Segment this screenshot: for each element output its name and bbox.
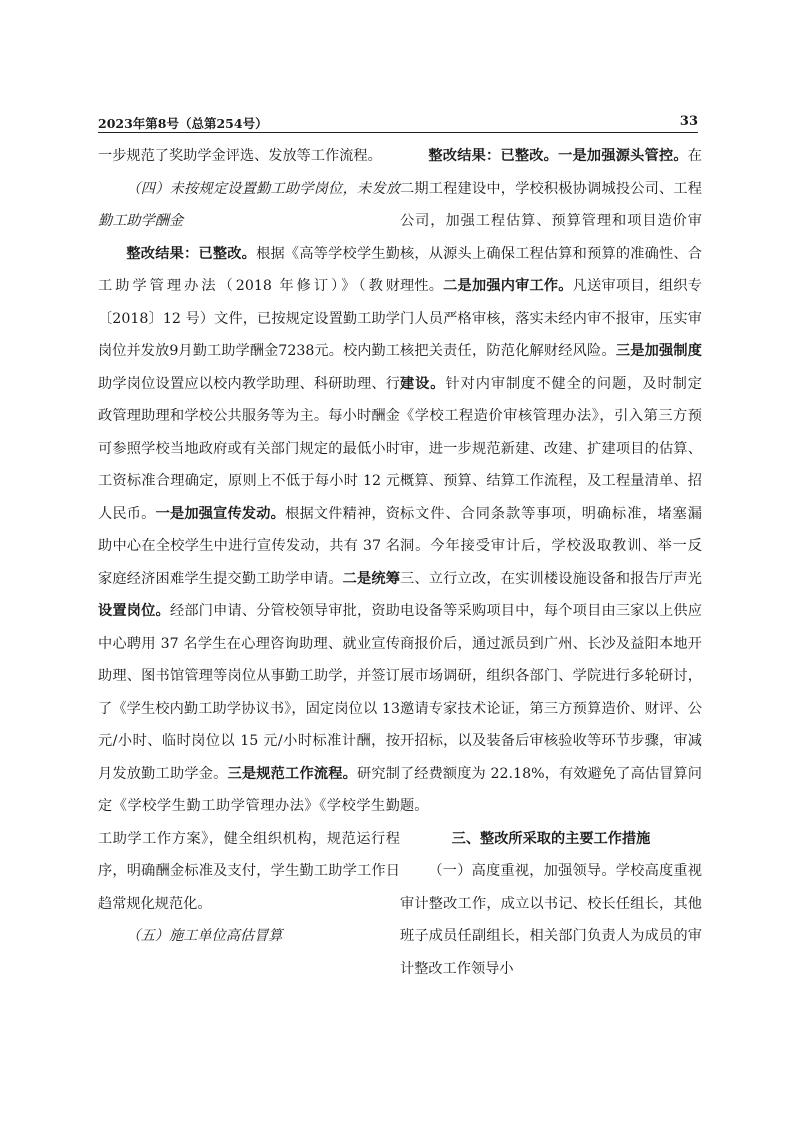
bold-step-2: 二是统筹设置岗位。 <box>98 570 400 619</box>
bold-step-3: 三是规范工作流程。 <box>227 765 357 782</box>
subheading-5: （五）施工单位高估冒算 <box>126 928 283 944</box>
bold-result: 整改结果：已整改。一是加强源头管控。 <box>428 148 688 164</box>
bold-result: 整改结果：已整改。 <box>126 245 257 262</box>
section-heading-3: 三、整改所采取的主要工作措施 <box>451 830 651 847</box>
bold-step-1: 一是加强宣传发动。 <box>155 505 286 522</box>
bold-step-3: 三是加强制度建设。 <box>400 343 702 392</box>
body-text: 在二期工程建设中，学校积极协调城投公司、工程公司，加强工程估算、预算管理和项目造价审核，从源头上确保工程估算和预算的准确性、合理性。 <box>400 148 702 294</box>
right-column <box>400 140 702 985</box>
paragraph-measures: （一）高度重视，加强领导。学校高度重视审计整改工作，成立以书记、校长任组长，其他班子成员任副组长，相关部门负责人为成员的审计整改工作领导小 <box>400 863 702 977</box>
page-number: 33 <box>679 114 698 129</box>
paragraph-continuation: 一步规范了奖助学金评选、发放等工作流程。 <box>98 148 382 164</box>
body-text: 经部门申请、分管校领导审批，资助中心聘用 37 名学生在心理咨询助理、就业宣传助理、图书馆管理等岗位从事勤工助学，并签订了《学生校内勤工助学协议书》，固定岗位以 13 元/小时、临时岗位以 15 元/小时标准计酬，按月发放勤工助学金。 <box>98 603 400 782</box>
body-text: 根据文件精神，资助中心在全校学生中进行宣传发动，共有 37 名家庭经济困难学生提交勤工助学申请。 <box>98 505 400 587</box>
left-column <box>98 140 400 953</box>
paragraph-rectification-4 <box>98 238 400 921</box>
body-text: 针对内审制度不健全的问题，及时制定《学校工程造价审核管理办法》，引入第三方预审，进一步规范新建、改建、扩建项目的估算、概算、预算、结算工作流程，及工程量清单、招标文件、合同条款等事项，明确标准，堵塞漏洞。今年接受审计后，学校汲取教训、举一反三、立行立改，在实训楼设施设备和报告厅声光电设备等采购项目中，每个项目由三家以上供应商报价后，通过派员到广州、长沙及益阳本地开展市场调研，组织各部门、学院进行多轮研讨，邀请专家技术论证，第三方预算造价、财评、公开招标，以及装备后审核验收等环节步骤，审减了经费额度为 22.18%，有效避免了高估冒算问题。 <box>400 375 702 814</box>
paragraph-rectification-5 <box>400 140 702 823</box>
bold-step-2: 二是加强内审工作。 <box>443 278 573 294</box>
issue-label: 2023年第8号（总第254号） <box>98 116 268 131</box>
body-text: 研究制定《学校学生勤工助学管理办法》《学校学生勤工助学工作方案》，健全组织机构，规范运行程序，明确酬金标准及支付，学生勤工助学工作日趋常规化规范化。 <box>98 765 400 912</box>
body-text: 根据《高等学校学生勤工助学管理办法（2018 年修订）》（教财〔2018〕12 号）文件，已按规定设置勤工助学岗位并发放9月勤工助学酬金7238元。校内勤工助学岗位设置应以校内教学助理、科研助理、行政管理助理和学校公共服务等为主。每小时酬金可参照学校当地政府或有关部门规定的最低小时工资标准合理确定，原则上不低于每小时 12 元人民币。 <box>98 245 400 522</box>
running-header <box>98 110 698 133</box>
body-text: 凡送审项目，组织专门人员严格审核，落实未经内审不报审，压实审核把关责任，防范化解财经风险。 <box>400 278 702 359</box>
subheading-4: （四）未按规定设置勤工助学岗位，未发放勤工助学酬金 <box>98 180 400 229</box>
